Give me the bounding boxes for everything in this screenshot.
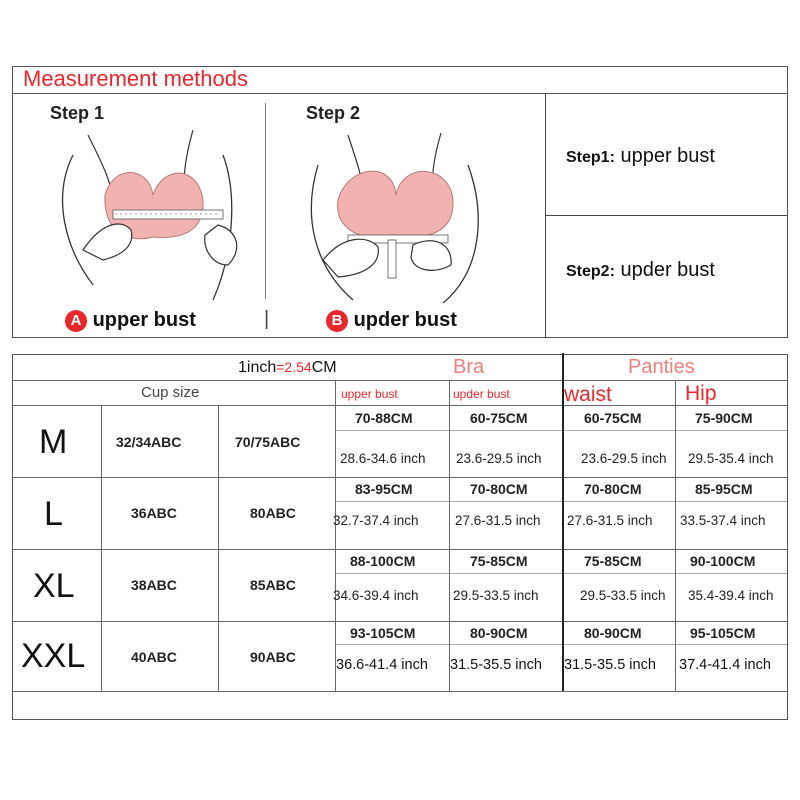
upder-in-xxl: 31.5-35.5 inch: [450, 657, 542, 673]
hip-in-l: 33.5-37.4 inch: [680, 513, 766, 528]
waist-in-l: 27.6-31.5 inch: [567, 513, 653, 528]
row-line-xxl: [13, 691, 787, 692]
split-xl: [335, 573, 787, 574]
upder-in-m: 23.6-29.5 inch: [456, 451, 542, 466]
hip-cm-xxl: 95-105CM: [690, 625, 756, 641]
upper-cm-xxl: 93-105CM: [350, 625, 416, 641]
bra-label: Bra: [453, 356, 485, 378]
hip-cm-xl: 90-100CM: [690, 553, 756, 569]
cup-xxl: 40ABC: [131, 649, 177, 665]
header-line-2: [13, 405, 787, 406]
waist-in-m: 23.6-29.5 inch: [581, 451, 667, 466]
upder-bust-illustration: [293, 125, 493, 305]
band-xl: 85ABC: [250, 577, 296, 593]
upder-cm-xxl: 80-90CM: [470, 625, 528, 641]
cup-l: 36ABC: [131, 505, 177, 521]
conversion-prefix: 1inch: [238, 359, 277, 376]
col-hip: Hip: [685, 382, 717, 405]
step1-prefix: Step1:: [566, 149, 615, 166]
hip-cm-m: 75-90CM: [695, 410, 753, 426]
label-b-badge: B: [326, 310, 348, 332]
cup-size-label: Cup size: [141, 384, 200, 401]
upper-bust-illustration: [43, 125, 243, 305]
step1-text: upper bust: [620, 145, 715, 167]
header-line-1: [13, 380, 787, 381]
label-b-text: upder bust: [353, 309, 457, 331]
conversion-unit: CM: [311, 359, 337, 376]
panties-label: Panties: [628, 356, 695, 378]
measurement-title-row: [13, 67, 787, 94]
size-xxl: XXL: [21, 637, 86, 675]
col-line-2: [218, 405, 219, 691]
col-upder-bust: upder bust: [453, 387, 510, 401]
illustration-divider: [265, 103, 266, 299]
step1-description: [566, 145, 715, 168]
hip-cm-l: 85-95CM: [695, 481, 753, 497]
step2-text: upder bust: [620, 259, 715, 281]
waist-cm-xl: 75-85CM: [584, 553, 642, 569]
label-divider: |: [264, 308, 270, 330]
upper-in-m: 28.6-34.6 inch: [340, 451, 426, 466]
waist-cm-l: 70-80CM: [584, 481, 642, 497]
waist-cm-m: 60-75CM: [584, 410, 642, 426]
upder-cm-xl: 75-85CM: [470, 553, 528, 569]
conversion-note: [238, 359, 337, 377]
band-xxl: 90ABC: [250, 649, 296, 665]
split-m: [335, 430, 787, 431]
upder-in-l: 27.6-31.5 inch: [455, 513, 541, 528]
upper-in-xxl: 36.6-41.4 inch: [336, 657, 428, 673]
size-chart-table: [12, 354, 788, 720]
row-line-m: [13, 477, 787, 478]
step1-title: Step 1: [50, 103, 105, 123]
step2-prefix: Step2:: [566, 263, 615, 280]
size-m: M: [39, 423, 68, 461]
hip-in-xxl: 37.4-41.4 inch: [679, 657, 771, 673]
label-a-upper-bust: [65, 309, 196, 332]
hip-in-m: 29.5-35.4 inch: [688, 451, 774, 466]
step2-description: [566, 259, 715, 282]
upder-cm-l: 70-80CM: [470, 481, 528, 497]
waist-in-xxl: 31.5-35.5 inch: [564, 657, 656, 673]
split-l: [335, 501, 787, 502]
col-upper-bust: upper bust: [341, 387, 398, 401]
col-line-1: [101, 405, 102, 691]
size-l: L: [44, 495, 63, 533]
cup-xl: 38ABC: [131, 577, 177, 593]
split-xxl: [335, 644, 787, 645]
hip-in-xl: 35.4-39.4 inch: [688, 588, 774, 603]
waist-in-xl: 29.5-33.5 inch: [580, 588, 666, 603]
upper-in-l: 32.7-37.4 inch: [333, 513, 419, 528]
row-line-l: [13, 549, 787, 550]
waist-cm-xxl: 80-90CM: [584, 625, 642, 641]
col-line-6: [675, 380, 676, 691]
upper-cm-xl: 88-100CM: [350, 553, 416, 569]
upder-in-xl: 29.5-33.5 inch: [453, 588, 539, 603]
upper-cm-m: 70-88CM: [355, 410, 413, 426]
label-b-upder-bust: [326, 309, 457, 332]
upper-cm-l: 83-95CM: [355, 481, 413, 497]
col-line-3: [335, 380, 336, 691]
label-a-badge: A: [65, 310, 87, 332]
right-row-divider: [545, 215, 787, 216]
band-l: 80ABC: [250, 505, 296, 521]
row-line-xl: [13, 621, 787, 622]
conversion-value: =2.54: [276, 359, 312, 375]
step2-title: Step 2: [306, 103, 361, 123]
band-m: 70/75ABC: [235, 434, 301, 450]
measurement-methods-panel: [12, 66, 788, 338]
col-waist: waist: [564, 383, 612, 406]
label-a-text: upper bust: [92, 309, 196, 331]
col-line-4: [449, 380, 450, 691]
size-xl: XL: [33, 567, 75, 605]
upder-cm-m: 60-75CM: [470, 410, 528, 426]
measurement-title: Measurement methods: [23, 66, 248, 91]
cup-m: 32/34ABC: [116, 434, 182, 450]
upper-in-xl: 34.6-39.4 inch: [333, 588, 419, 603]
